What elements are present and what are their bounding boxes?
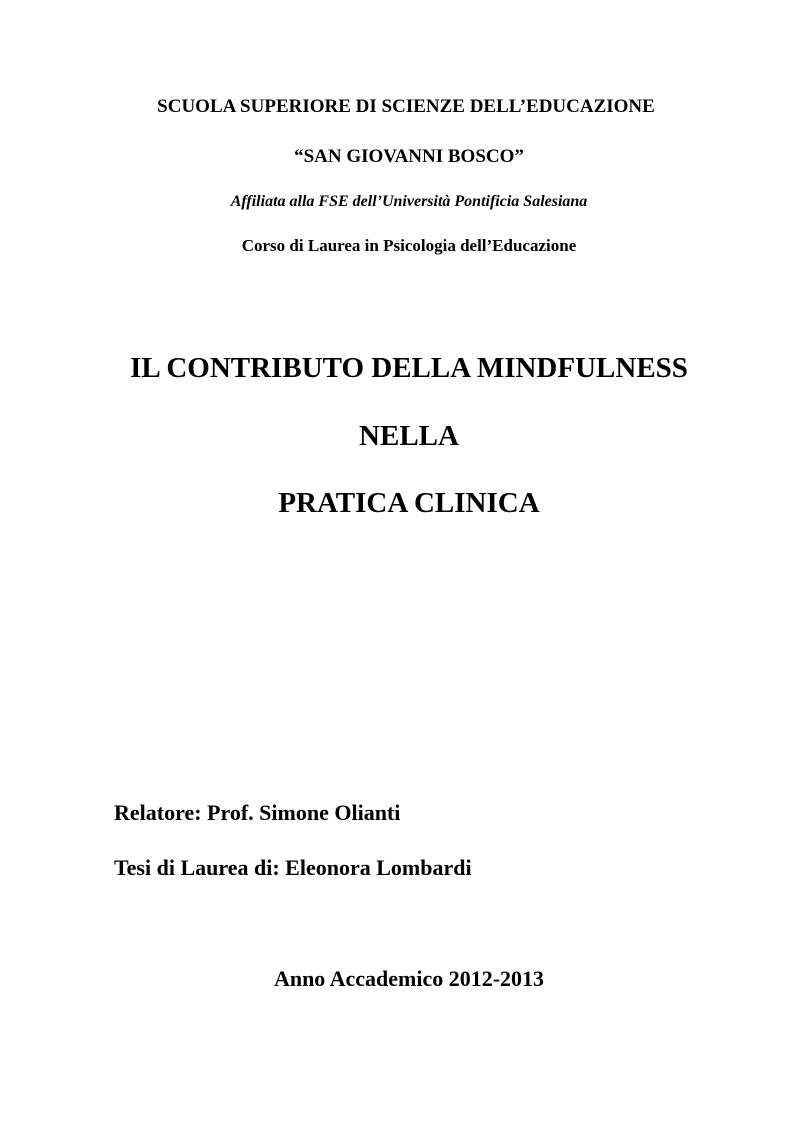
- school-heading: SCUOLA SUPERIORE DI SCIENZE DELL’EDUCAZIONE: [157, 96, 655, 117]
- author-line: Tesi di Laurea di: Eleonora Lombardi: [114, 855, 472, 880]
- supervisor-line: Relatore: Prof. Simone Olianti: [114, 800, 401, 825]
- thesis-title-line-2: NELLA: [359, 420, 459, 452]
- affiliation-text: Affiliata alla FSE dell’Università Pontificia Salesiana: [230, 193, 588, 210]
- thesis-title-line-1: IL CONTRIBUTO DELLA MINDFULNESS: [130, 352, 688, 384]
- thesis-title-line-3: PRATICA CLINICA: [278, 487, 540, 519]
- academic-year: Anno Accademico 2012-2013: [273, 966, 545, 991]
- course-name: Corso di Laurea in Psicologia dell’Educazione: [241, 236, 577, 255]
- school-name: “SAN GIOVANNI BOSCO”: [294, 146, 524, 167]
